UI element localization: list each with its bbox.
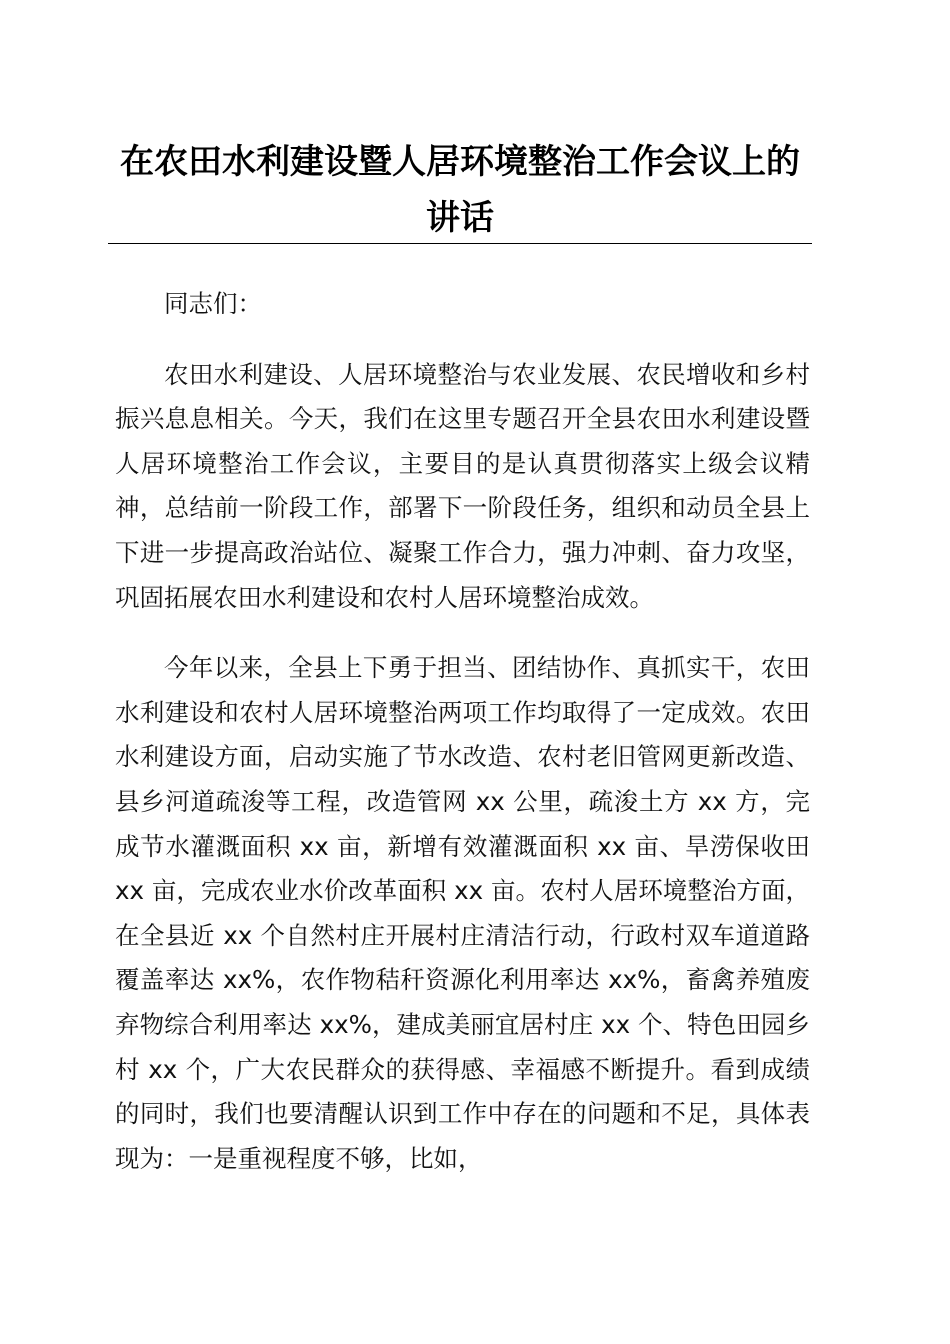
salutation: 同志们： — [164, 289, 262, 318]
paragraph-1: 农田水利建设、人居环境整治与农业发展、农民增收和乡村振兴息息相关。今天，我们在这里专题召开全县农田水利建设暨人居环境整治工作会议，主要目的是认真贯彻落实上级会议精神，总结前一阶段工作，部署下一阶段任务，组织和动员全县上下进一步提高政治站位、凝聚工作合力，强力冲刺、奋力攻坚，巩固拓展农田水利建设和农村人居环境整治成效。 — [115, 359, 810, 612]
title-divider — [108, 243, 812, 244]
document-body — [115, 282, 810, 1207]
document-title: 在农田水利建设暨人居环境整治工作会议上的讲话 — [120, 142, 800, 238]
paragraph-2: 今年以来，全县上下勇于担当、团结协作、真抓实干，农田水利建设和农村人居环境整治两项工作均取得了一定成效。农田水利建设方面，启动实施了节水改造、农村老旧管网更新改造、县乡河道疏浚等工程，改造管网 xx 公里，疏浚土方 xx 方，完成节水灌溉面积 xx 亩，新增有效灌溉面积 xx 亩、旱涝保收田 xx 亩，完成农业水价改革面积 xx 亩。农村人居环境整治方面，在全县近 xx 个自然村庄开展村庄清洁行动，行政村双车道道路覆盖率达 xx%，农作物秸秆资源化利用率达 xx%，畜禽养殖废弃物综合利用率达 xx%，建成美丽宜居村庄 xx 个、特色田园乡村 xx 个，广大农民群众的获得感、幸福感不断提升。看到成绩的同时，我们也要清醒认识到工作中存在的问题和不足，具体表现为：一是重视程度不够，比如， — [115, 653, 810, 1173]
